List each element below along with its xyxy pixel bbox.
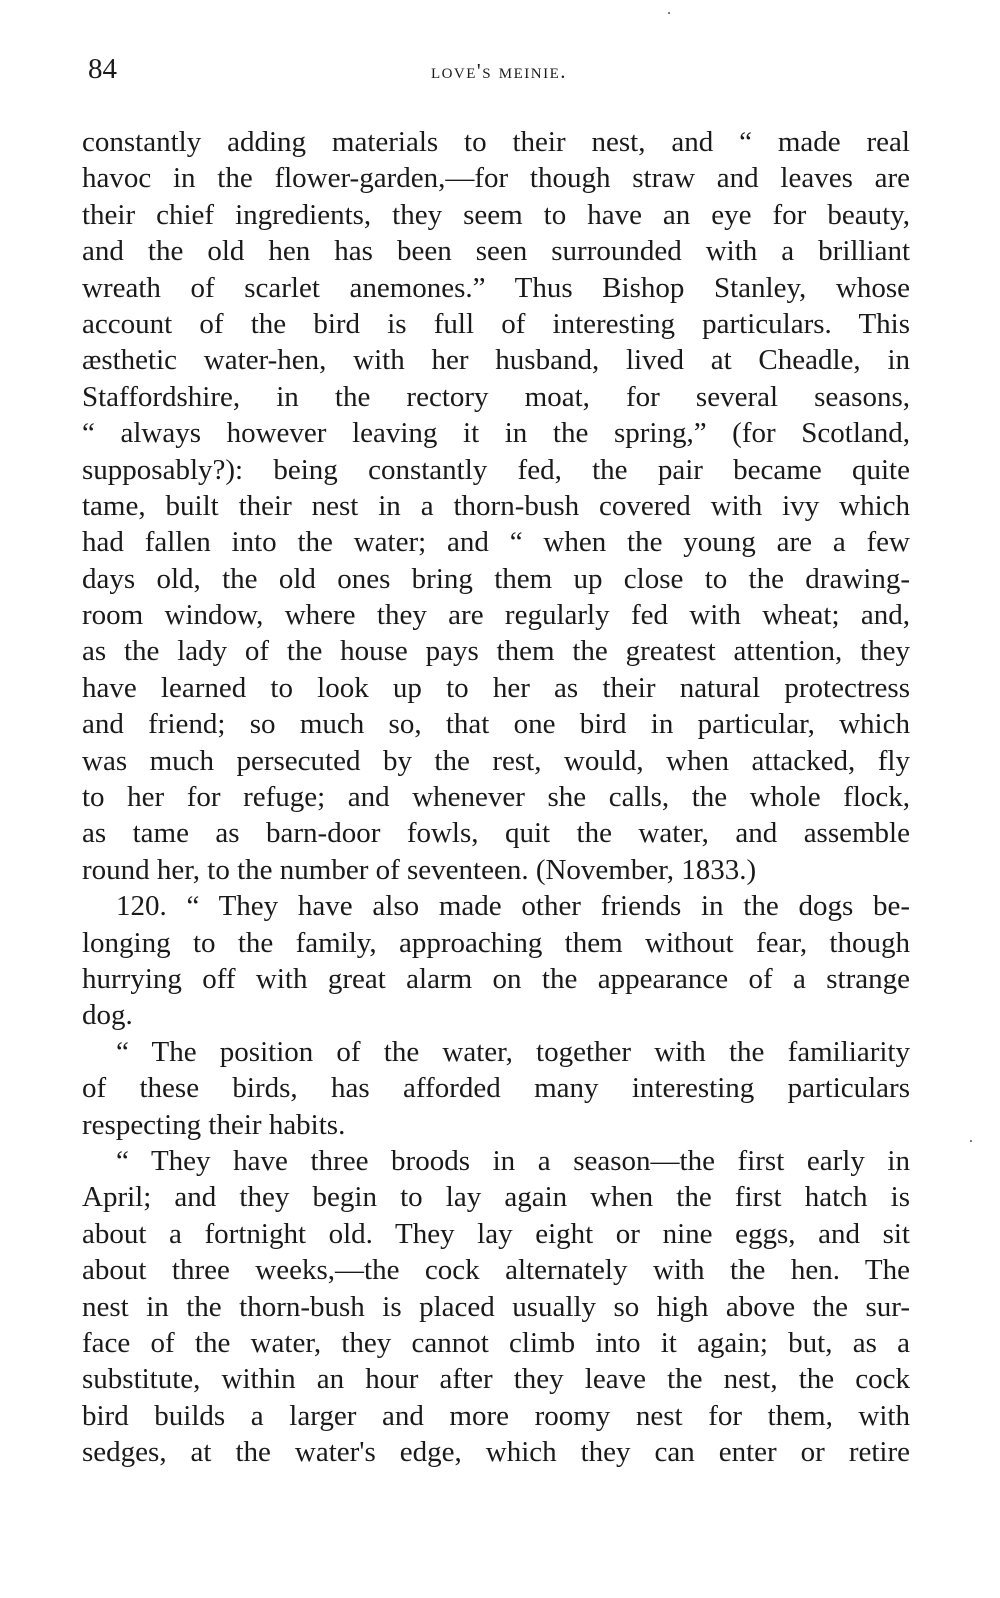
text-line: longing to the family, approaching them without fear, though — [82, 926, 910, 959]
text-line: of these birds, has afforded many interesting particulars — [82, 1072, 910, 1105]
text-line: had fallen into the water; and “ when the young are a few — [82, 526, 910, 559]
text-line: was much persecuted by the rest, would, when attacked, fly — [82, 744, 910, 777]
page-number: 84 — [88, 53, 117, 85]
text-line: supposably?): being constantly fed, the pair became quite — [82, 453, 910, 486]
text-line: substitute, within an hour after they leave the nest, the cock — [82, 1363, 910, 1396]
text-line: face of the water, they cannot climb into it again; but, as a — [82, 1326, 910, 1359]
text-line: days old, the old ones bring them up close to the drawing- — [82, 562, 910, 595]
text-line: and the old hen has been seen surrounded with a brilliant — [82, 235, 910, 268]
text-line: wreath of scarlet anemones.” Thus Bishop Stanley, whose — [82, 271, 910, 304]
text-line: 120. “ They have also made other friends in the dogs be- — [116, 890, 910, 923]
text-line: round her, to the number of seventeen. (November, 1833.) — [82, 853, 757, 886]
text-line: to her for refuge; and whenever she calls, the whole flock, — [82, 781, 910, 814]
text-line: have learned to look up to her as their natural protectress — [82, 671, 910, 704]
text-line: respecting their habits. — [82, 1108, 346, 1141]
text-line: sedges, at the water's edge, which they can enter or retire — [82, 1436, 910, 1469]
text-line: hurrying off with great alarm on the appearance of a strange — [82, 962, 910, 995]
text-line: room window, where they are regularly fed with wheat; and, — [82, 599, 910, 632]
text-line: bird builds a larger and more roomy nest for them, with — [82, 1399, 910, 1432]
text-line: April; and they begin to lay again when the first hatch is — [82, 1181, 910, 1214]
text-line: havoc in the flower-garden,—for though straw and leaves are — [82, 162, 910, 195]
running-head: love's meinie. — [430, 59, 568, 83]
scan-speck — [668, 12, 670, 14]
scan-speck — [970, 1140, 972, 1142]
page-header — [88, 52, 910, 92]
text-line: account of the bird is full of interesting particulars. This — [82, 307, 910, 340]
text-line: æsthetic water-hen, with her husband, lived at Cheadle, in — [82, 344, 910, 377]
text-line: dog. — [82, 999, 133, 1032]
text-line: as the lady of the house pays them the greatest attention, they — [82, 635, 910, 668]
text-line: their chief ingredients, they seem to have an eye for beauty, — [82, 198, 910, 231]
text-line: tame, built their nest in a thorn-bush covered with ivy which — [82, 489, 910, 522]
text-line: about three weeks,—the cock alternately with the hen. The — [82, 1254, 910, 1287]
text-line: “ always however leaving it in the spring,” (for Scotland, — [82, 417, 910, 450]
text-line: and friend; so much so, that one bird in particular, which — [82, 708, 910, 741]
body-text — [82, 124, 910, 1470]
text-line: constantly adding materials to their nest, and “ made real — [82, 126, 910, 158]
text-line: “ They have three broods in a season—the first early in — [116, 1144, 910, 1177]
text-line: about a fortnight old. They lay eight or nine eggs, and sit — [82, 1217, 910, 1250]
text-line: as tame as barn-door fowls, quit the water, and assemble — [82, 817, 910, 850]
text-line: “ The position of the water, together with the familiarity — [116, 1035, 910, 1068]
text-line: Staffordshire, in the rectory moat, for several seasons, — [82, 380, 910, 413]
text-line: nest in the thorn-bush is placed usually so high above the sur- — [82, 1290, 910, 1323]
